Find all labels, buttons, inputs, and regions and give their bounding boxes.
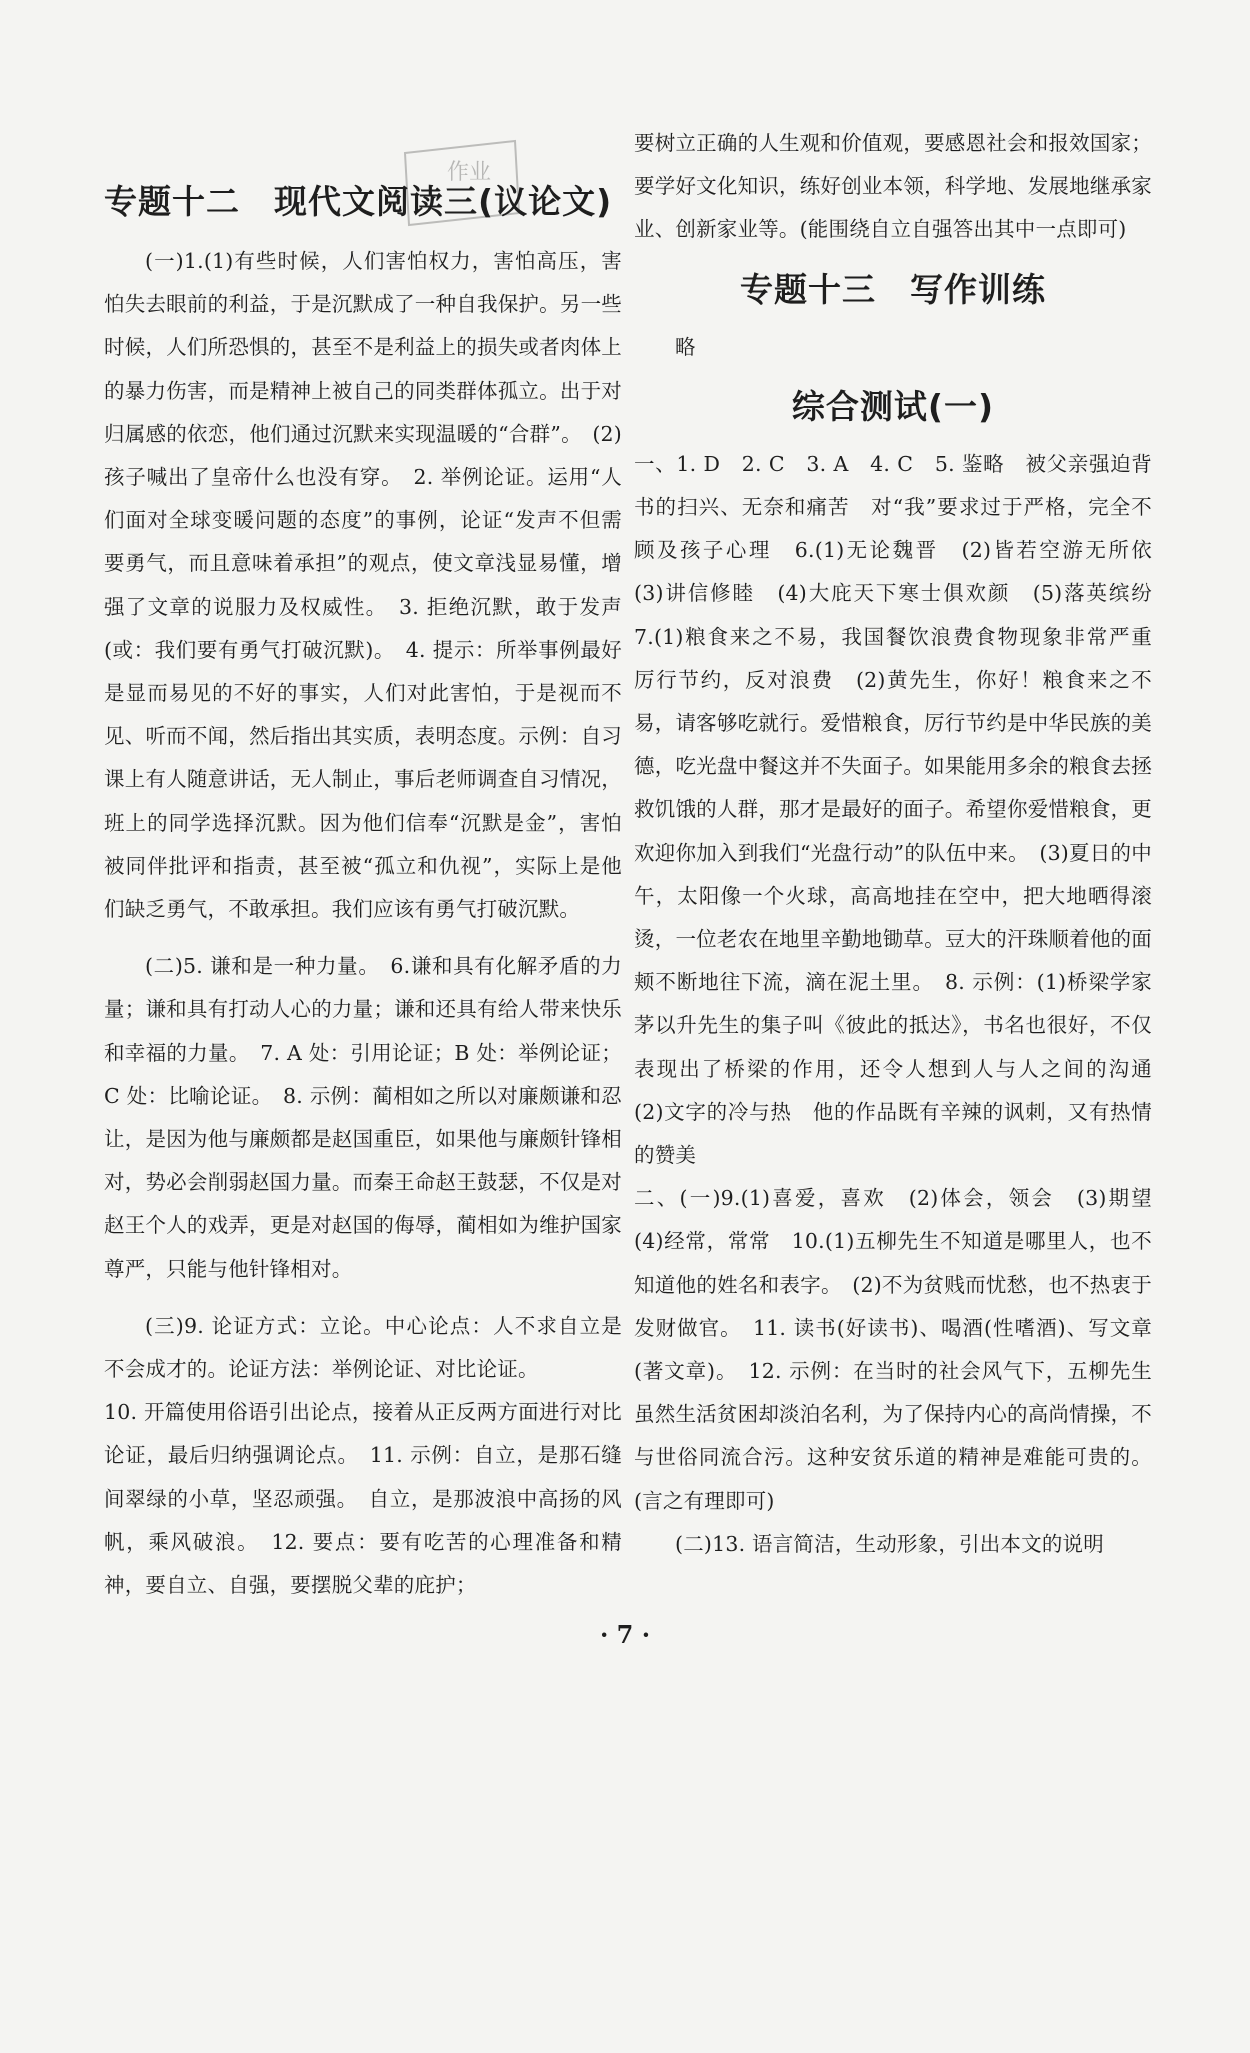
answer-paragraph: (二)13. 语言简洁，生动形象，引出本文的说明 bbox=[675, 1531, 1104, 1556]
stamp-text: 作业 bbox=[447, 160, 492, 185]
right-column bbox=[634, 122, 1173, 1566]
answer-paragraph: (三)9. 论证方式：立论。中心论点：人不求自立是不会成才的。论证方法：举例论证、对比论证。 bbox=[104, 1313, 622, 1382]
answer-paragraph: (一)1.(1)有些时候，人们害怕权力，害怕高压，害怕失去眼前的利益，于是沉默成了一种自我保护。另一些时候，人们所恐惧的，甚至不是利益上的损失或者肉体上的暴力伤害，而是精神上被自己的同类群体孤立。出于对归属感的依恋，他们通过沉默来实现温暖的“合群”。 (2)孩子喊出了皇帝什么也没有穿。 2. 举例论证。运用“人们面对全球变暖问题的态度”的事例，论证“发声不但需要勇气，而且意味着承担”的观点，使文章浅显易懂，增强了文章的说服力及权威性。 3. 拒绝沉默，敢于发声(或：我们要有勇气打破沉默)。 4. 提示：所举事例最好是显而易见的不好的事实，人们对此害怕，于是视而不见、听而不闻，然后指出其实质，表明态度。示例：自习课上有人随意讲话，无人制止，事后老师调查自习情况，班上的同学选择沉默。因为他们信奉“沉默是金”，害怕被同伴批评和指责，甚至被“孤立和仇视”，实际上是他们缺乏勇气，不敢承担。我们应该有勇气打破沉默。 bbox=[104, 249, 622, 922]
answer-paragraph: (二)5. 谦和是一种力量。 6.谦和具有化解矛盾的力量；谦和具有打动人心的力量；谦和还具有给人带来快乐和幸福的力量。 7. A 处：引用论证；B 处：举例论证；C 处：比喻论证。 8. 示例：蔺相如之所以对廉颇谦和忍让，是因为他与廉颇都是赵国重臣，如果他与廉颇针锋相对，势必会削弱赵国力量。而秦王命赵王鼓瑟，不仅是对赵王个人的戏弄，更是对赵国的侮辱，蔺相如为维护国家尊严，只能与他针锋相对。 bbox=[104, 954, 622, 1281]
section-title-13: 专题十三 写作训练 bbox=[740, 269, 1046, 309]
answer-paragraph: 10. 开篇使用俗语引出论点，接着从正反两方面进行对比论证，最后归纳强调论点。 11. 示例：自立，是那石缝间翠绿的小草，坚忍顽强。 自立，是那波浪中高扬的风帆，乘风破浪。 12. 要点：要有吃苦的心理准备和精神，要自立、自强，要摆脱父辈的庇护； bbox=[104, 1400, 622, 1598]
answer-omitted: 略 bbox=[675, 334, 696, 359]
left-column bbox=[104, 162, 622, 1607]
answer-paragraph: 二、(一)9.(1)喜爱，喜欢 (2)体会，领会 (3)期望 (4)经常，常常 10.(1)五柳先生不知道是哪里人，也不知道他的姓名和表字。 (2)不为贫贱而忧愁，也不热衷于发财做官。 11. 读书(好读书)、喝酒(性嗜酒)、写文章(著文章)。 12. 示例：在当时的社会风气下，五柳先生虽然生活贫困却淡泊名利，为了保持内心的高尚情操，不与世俗同流合污。这种安贫乐道的精神是难能可贵的。(言之有理即可) bbox=[634, 1186, 1173, 1513]
section-title-test-1: 综合测试(一) bbox=[791, 386, 995, 426]
answer-paragraph: 要树立正确的人生观和价值观，要感恩社会和报效国家；要学好文化知识，练好创业本领，科学地、发展地继承家业、创新家业等。(能围绕自立自强答出其中一点即可) bbox=[634, 131, 1152, 242]
page-number: · 7 · bbox=[599, 1620, 651, 1649]
answer-paragraph: 一、1. D 2. C 3. A 4. C 5. 鉴略 被父亲强迫背书的扫兴、无奈和痛苦 对“我”要求过于严格，完全不顾及孩子心理 6.(1)无论魏晋 (2)皆若空游无所依 (3)讲信修睦 (4)大庇天下寒士俱欢颜 (5)落英缤纷 7.(1)粮食来之不易，我国餐饮浪费食物现象非常严重 厉行节约，反对浪费 (2)黄先生，你好！粮食来之不易，请客够吃就行。爱惜粮食，厉行节约是中华民族的美德，吃光盘中餐这并不失面子。如果能用多余的粮食去拯救饥饿的人群，那才是最好的面子。希望你爱惜粮食，更欢迎你加入到我们“光盘行动”的队伍中来。 (3)夏日的中午，太阳像一个火球，高高地挂在空中，把大地晒得滚烫，一位老农在地里辛勤地锄草。豆大的汗珠顺着他的面颊不断地往下流，滴在泥土里。 8. 示例：(1)桥梁学家茅以升先生的集子叫《彼此的抵达》，书名也很好，不仅表现出了桥梁的作用，还令人想到人与人之间的沟通 (2)文字的冷与热 他的作品既有辛辣的讽刺，又有热情的赞美 bbox=[634, 451, 1173, 1168]
section-title-12: 专题十二 现代文阅读三(议论文) bbox=[104, 182, 613, 221]
